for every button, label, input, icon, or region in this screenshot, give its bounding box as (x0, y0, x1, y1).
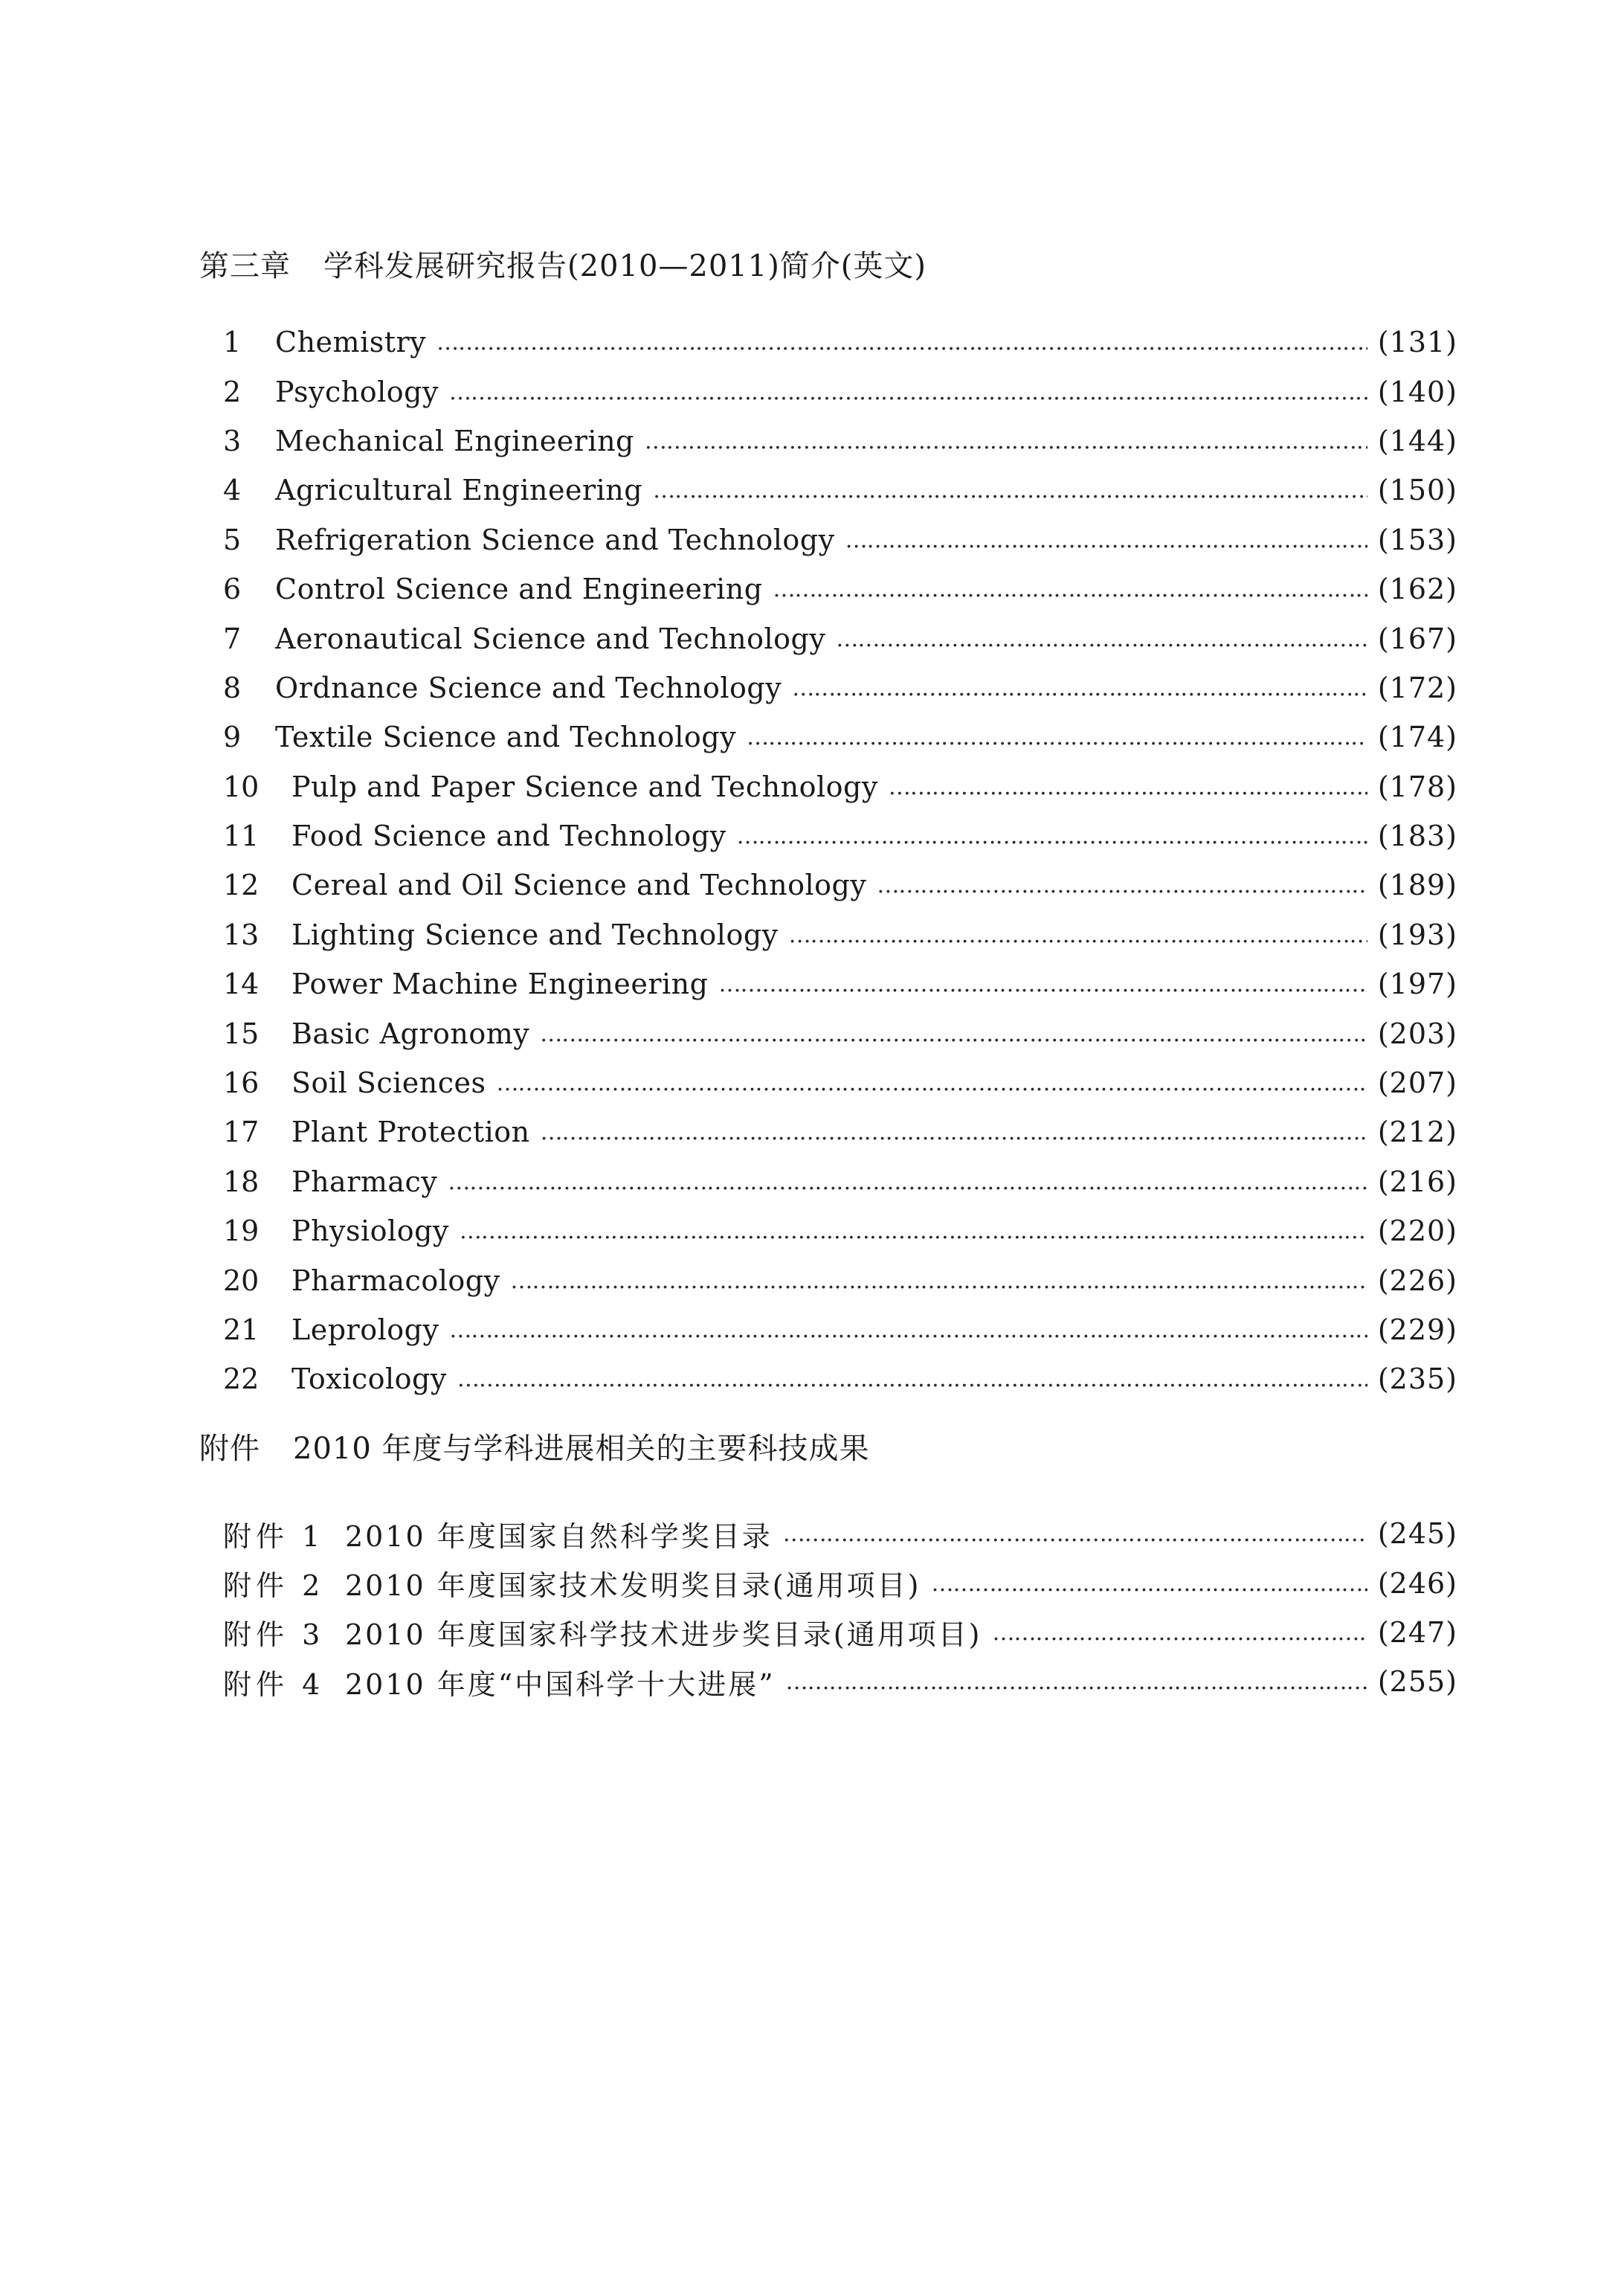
dot-leader (436, 329, 1367, 358)
entry-title: 2010 年度“中国科学十大进展” (345, 1667, 776, 1701)
dot-leader (773, 576, 1367, 605)
entry-page-number: (193) (1377, 918, 1457, 951)
entry-page-number: (246) (1377, 1566, 1457, 1600)
entry-number: 13 (223, 918, 260, 951)
entry-page-number: (207) (1377, 1067, 1457, 1100)
entry-number: 10 (223, 770, 260, 803)
entry-page-number: (167) (1377, 622, 1457, 655)
toc-entry[interactable] (223, 515, 1457, 564)
entry-page-number: (172) (1377, 671, 1457, 704)
toc-entry[interactable] (223, 1255, 1457, 1305)
toc-entry[interactable] (223, 1509, 1457, 1558)
dot-leader (497, 1070, 1367, 1098)
chapter-heading (199, 245, 927, 287)
entry-title: Chemistry (275, 326, 427, 359)
entry-title: Lighting Science and Technology (291, 918, 779, 951)
entry-title: Power Machine Engineering (291, 968, 709, 1001)
toc-entry[interactable] (223, 1558, 1457, 1607)
dot-leader (836, 626, 1367, 654)
dot-leader (449, 1317, 1367, 1345)
entry-number: 附件 3 (223, 1618, 325, 1652)
chapter-toc-list (223, 318, 1457, 1404)
entry-title: Food Science and Technology (291, 820, 726, 853)
entry-page-number: (220) (1377, 1215, 1457, 1248)
entry-number: 19 (223, 1215, 260, 1248)
dot-leader (653, 477, 1367, 506)
toc-entry[interactable] (223, 416, 1457, 466)
dot-leader (845, 527, 1367, 556)
entry-page-number: (245) (1377, 1517, 1457, 1551)
entry-number: 9 (223, 721, 242, 754)
entry-title: Physiology (291, 1215, 449, 1248)
entry-page-number: (255) (1377, 1665, 1457, 1699)
entry-number: 15 (223, 1017, 260, 1050)
entry-title: Pharmacy (291, 1165, 438, 1198)
entry-page-number: (153) (1377, 523, 1457, 556)
entry-title: 2010 年度国家科学技术进步奖目录(通用项目) (345, 1618, 982, 1652)
toc-entry[interactable] (223, 1009, 1457, 1058)
entry-page-number: (203) (1377, 1017, 1457, 1050)
entry-number: 11 (223, 820, 260, 853)
toc-entry[interactable] (223, 1354, 1457, 1403)
entry-number: 14 (223, 968, 260, 1001)
appendix-toc-list (223, 1509, 1457, 1707)
entry-number: 21 (223, 1313, 260, 1346)
entry-page-number: (247) (1377, 1615, 1457, 1649)
entry-title: Toxicology (291, 1363, 447, 1396)
entry-number: 1 (223, 326, 242, 359)
entry-number: 5 (223, 523, 242, 556)
entry-number: 附件 4 (223, 1667, 325, 1701)
entry-page-number: (162) (1377, 573, 1457, 606)
entry-title: Cereal and Oil Science and Technology (291, 869, 867, 902)
entry-number: 4 (223, 474, 242, 507)
toc-entry[interactable] (223, 466, 1457, 515)
entry-page-number: (131) (1377, 326, 1457, 359)
entry-page-number: (212) (1377, 1116, 1457, 1149)
dot-leader (792, 675, 1367, 704)
entry-title: 2010 年度国家技术发明奖目录(通用项目) (345, 1569, 921, 1603)
entry-page-number: (226) (1377, 1264, 1457, 1297)
entry-number: 附件 1 (223, 1519, 325, 1553)
entry-page-number: (189) (1377, 869, 1457, 902)
entry-page-number: (197) (1377, 968, 1457, 1001)
chapter-title: 学科发展研究报告(2010—2011)简介(英文) (323, 249, 927, 283)
entry-number: 16 (223, 1067, 260, 1100)
entry-title: Ordnance Science and Technology (275, 671, 782, 704)
entry-number: 附件 2 (223, 1569, 325, 1603)
entry-page-number: (235) (1377, 1363, 1457, 1396)
toc-entry[interactable] (223, 564, 1457, 614)
toc-entry[interactable] (223, 1206, 1457, 1255)
entry-number: 20 (223, 1264, 260, 1297)
dot-leader (877, 872, 1367, 901)
entry-number: 8 (223, 671, 242, 704)
toc-entry[interactable] (223, 663, 1457, 712)
entry-title: Mechanical Engineering (275, 424, 634, 457)
dot-leader (540, 1021, 1367, 1049)
chapter-label: 第三章 (199, 249, 291, 283)
appendix-label: 附件 (199, 1432, 260, 1466)
toc-entry[interactable] (223, 712, 1457, 762)
entry-number: 2 (223, 375, 242, 408)
dot-leader (448, 1169, 1367, 1197)
entry-title: Leprology (291, 1313, 439, 1346)
entry-title: Basic Agronomy (291, 1017, 530, 1050)
dot-leader (511, 1268, 1367, 1296)
entry-title: Soil Sciences (291, 1067, 486, 1100)
dot-leader (783, 1521, 1367, 1549)
entry-title: Agricultural Engineering (275, 474, 643, 507)
entry-title: Textile Science and Technology (275, 721, 737, 754)
entry-number: 18 (223, 1165, 260, 1198)
dot-leader (747, 724, 1367, 753)
entry-page-number: (144) (1377, 424, 1457, 457)
entry-number: 7 (223, 622, 242, 655)
entry-title: Pulp and Paper Science and Technology (291, 770, 878, 803)
dot-leader (789, 922, 1367, 950)
toc-entry[interactable] (223, 762, 1457, 811)
entry-page-number: (174) (1377, 721, 1457, 754)
dot-leader (449, 379, 1367, 408)
toc-entry[interactable] (223, 959, 1457, 1009)
entry-page-number: (178) (1377, 770, 1457, 803)
dot-leader (889, 774, 1367, 802)
toc-entry[interactable] (223, 1058, 1457, 1107)
dot-leader (718, 971, 1367, 1000)
entry-page-number: (140) (1377, 375, 1457, 408)
dot-leader (541, 1119, 1367, 1148)
dot-leader (992, 1620, 1367, 1648)
entry-number: 3 (223, 424, 242, 457)
toc-entry[interactable] (223, 860, 1457, 910)
appendix-title: 2010 年度与学科进展相关的主要科技成果 (293, 1432, 870, 1466)
dot-leader (737, 823, 1367, 852)
toc-entry[interactable] (223, 1657, 1457, 1706)
toc-entry[interactable] (223, 811, 1457, 860)
toc-entry[interactable] (223, 1305, 1457, 1354)
dot-leader (460, 1218, 1367, 1246)
toc-entry[interactable] (223, 1157, 1457, 1206)
dot-leader (931, 1571, 1367, 1599)
entry-number: 22 (223, 1363, 260, 1396)
entry-title: 2010 年度国家自然科学奖目录 (345, 1519, 773, 1553)
appendix-heading (199, 1428, 870, 1470)
dot-leader (786, 1669, 1367, 1697)
entry-page-number: (183) (1377, 820, 1457, 853)
toc-entry[interactable] (223, 367, 1457, 416)
entry-title: Psychology (275, 375, 439, 408)
entry-page-number: (150) (1377, 474, 1457, 507)
entry-number: 17 (223, 1116, 260, 1149)
entry-title: Plant Protection (291, 1116, 530, 1149)
entry-title: Aeronautical Science and Technology (275, 622, 826, 655)
entry-page-number: (229) (1377, 1313, 1457, 1346)
entry-title: Refrigeration Science and Technology (275, 523, 835, 556)
toc-entry[interactable] (223, 1107, 1457, 1157)
entry-number: 12 (223, 869, 260, 902)
toc-entry[interactable] (223, 1608, 1457, 1657)
toc-entry[interactable] (223, 318, 1457, 367)
entry-page-number: (216) (1377, 1165, 1457, 1198)
dot-leader (645, 428, 1367, 457)
entry-title: Control Science and Engineering (275, 573, 763, 606)
toc-entry[interactable] (223, 910, 1457, 959)
entry-number: 6 (223, 573, 242, 606)
dot-leader (457, 1366, 1367, 1394)
entry-title: Pharmacology (291, 1264, 500, 1297)
toc-entry[interactable] (223, 614, 1457, 663)
